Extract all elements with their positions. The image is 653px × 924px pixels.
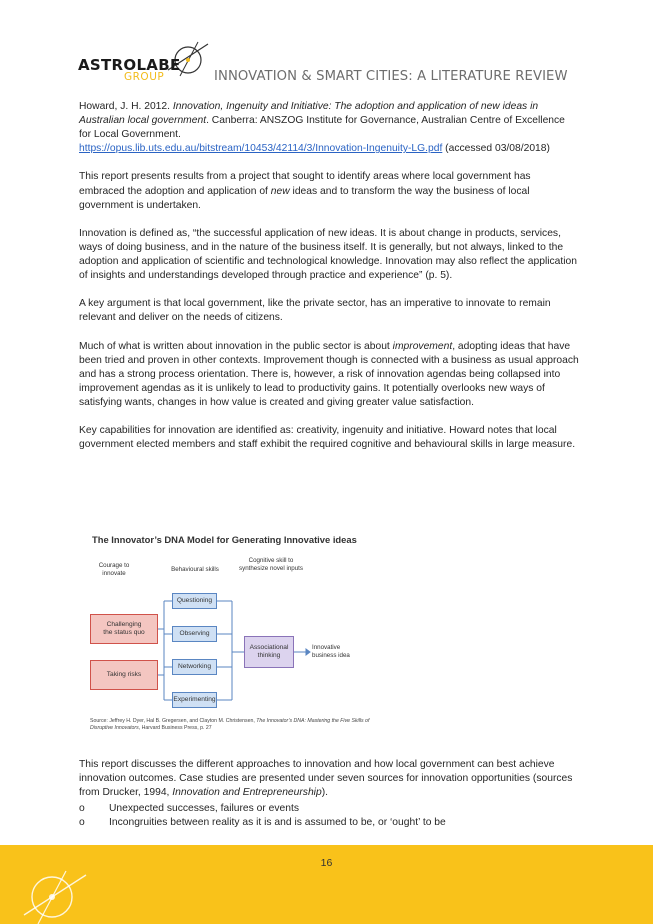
- innovators-dna-figure: [86, 532, 386, 742]
- paragraph-5: Key capabilities for innovation are identified as: creativity, ingenuity and initiative. Howard notes that local government elected members and staff exhibit the required cognitive and behavioural skills in large measure.: [79, 425, 576, 451]
- bullet-marker: o: [79, 817, 85, 829]
- box-taking-risks: Taking risks: [90, 660, 158, 690]
- paragraph-6-text-b: ).: [321, 787, 328, 799]
- main-content: [79, 100, 579, 466]
- page-header-title: INNOVATION & SMART CITIES: A LITERATURE REVIEW: [214, 69, 568, 84]
- astrolabe-logo: [78, 40, 218, 84]
- box-observing: Observing: [172, 626, 217, 642]
- paragraph-1-text-a: This report presents results from a project that sought to identify areas where local government has embraced the adoption and application of: [79, 171, 531, 197]
- logo-primary-text: ASTROLABE: [78, 56, 181, 74]
- list-item-text: Unexpected successes, failures or events: [109, 803, 300, 814]
- box-challenging-line1: Challenging: [106, 621, 142, 628]
- figure-title: The Innovator’s DNA Model for Generating Innovative ideas: [92, 534, 357, 545]
- label-courage-to-innovate: Courage to innovate: [98, 562, 130, 577]
- label-behavioural-skills: Behavioural skills: [171, 566, 219, 573]
- box-challenging-line2: the status quo: [103, 629, 145, 636]
- paragraph-1: [79, 170, 579, 212]
- logo-secondary-text: GROUP: [124, 71, 165, 83]
- citation-link[interactable]: https://opus.lib.uts.edu.au/bitstream/10453/42114/3/Innovation-Ingenuity-LG.pdf: [79, 143, 443, 155]
- figure-source-title: The Innovator’s DNA: Mastering the Five Skills of Disruptive Innovators: [90, 718, 370, 731]
- citation-title: Innovation, Ingenuity and Initiative: The adoption and application of new ideas in Australian local government: [79, 101, 539, 127]
- paragraph-4-text-a: Much of what is written about innovation in the public sector is about: [79, 340, 393, 352]
- closing-content: [79, 758, 579, 800]
- citation-accessed: (accessed 03/08/2018): [442, 143, 550, 155]
- citation-publisher: . Canberra: ANSZOG Institute for Governance, Australian Centre of Excellence for Local Government.: [79, 115, 565, 141]
- bullet-marker: o: [79, 803, 85, 814]
- box-networking: Networking: [172, 659, 217, 675]
- astrolabe-watermark-icon: [20, 865, 90, 924]
- box-challenging-status-quo: [90, 614, 158, 644]
- list-item: [79, 802, 579, 816]
- label-innovative-business-idea: Innovative business idea: [312, 644, 350, 659]
- paragraph-4-emphasis: improvement: [392, 340, 453, 352]
- citation-authors: Howard, J. H. 2012.: [79, 101, 173, 112]
- box-associational-thinking: Associational thinking: [244, 636, 294, 668]
- paragraph-4: [79, 340, 579, 410]
- box-questioning: Questioning: [172, 593, 217, 609]
- citation: [79, 100, 579, 156]
- box-experimenting: Experimenting: [172, 692, 217, 708]
- label-cognitive-skill: Cognitive skill to synthesize novel inputs: [239, 557, 303, 572]
- page-number: 16: [320, 857, 333, 869]
- page-footer: [0, 845, 653, 924]
- paragraph-6-text-a: This report discusses the different approaches to innovation and how local government can best achieve innovation outcomes. Case studies are presented under seven sources for innovation opportunities (sources from Drucker, 1994,: [79, 759, 573, 799]
- figure-source-prefix: Source: Jeffrey H. Dyer, Hal B. Gregersen, and Clayton M. Christensen,: [90, 718, 257, 724]
- list-item: [79, 816, 579, 830]
- opportunity-sources-list: [79, 802, 579, 830]
- paragraph-6: [79, 758, 579, 800]
- paragraph-3: A key argument is that local government, like the private sector, has an imperative to innovate to remain relevant and deliver on the needs of citizens.: [79, 298, 551, 324]
- paragraph-1-text-b: ideas and to transform the way the business of local government is undertaken.: [79, 185, 530, 211]
- figure-source: [90, 718, 380, 732]
- paragraph-1-emphasis: new: [270, 185, 290, 197]
- paragraph-2: Innovation is defined as, “the successful application of new ideas. It is about change in products, services, ways of doing business, and in the nature of the business itself. It is generally, but not always, linked to the adoption and application of scientific and technological knowledge. Innovation may also reflect the application of insights and understandings developed through practice and experience” (p. 5).: [79, 227, 578, 282]
- list-item-text: Incongruities between reality as it is and is assumed to be, or ‘ought’ to be: [109, 817, 446, 829]
- paragraph-6-emphasis: Innovation and Entrepreneurship: [172, 787, 322, 799]
- figure-source-suffix: , Harvard Business Press, p. 27: [138, 725, 212, 731]
- paragraph-4-text-b: , adopting ideas that have been tried and proven in other contexts. Improvement though is connected with a business as usual approach and has a strong process orientation. There is, however, a risk of innovation agendas being collapsed into improvement agendas as it is unlikely to lead to productivity gains. It potentially overlooks new ways of satisfying wants, changes in how value is created and giving greater value satisfaction.: [79, 340, 579, 408]
